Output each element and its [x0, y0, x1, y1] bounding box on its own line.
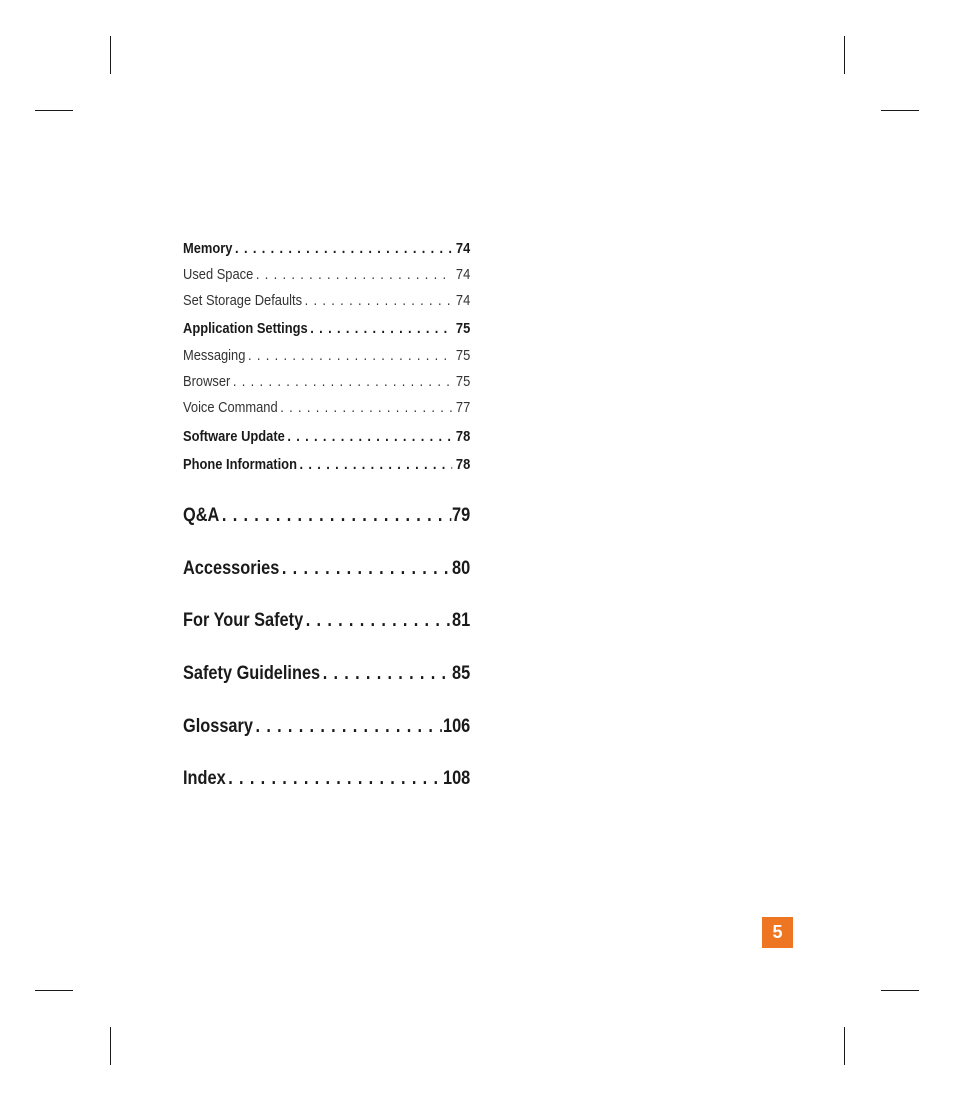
dot-leader	[280, 399, 452, 416]
dot-leader	[235, 240, 452, 257]
toc-entry[interactable]	[183, 505, 470, 527]
dot-leader	[310, 320, 452, 337]
toc-entry-label: Q&A	[183, 505, 220, 526]
crop-mark-bottom-right-horizontal	[881, 990, 919, 991]
crop-mark-top-right-vertical	[844, 36, 845, 74]
toc-entry-label: Memory	[183, 240, 233, 257]
toc-entry-label: Used Space	[183, 266, 254, 283]
toc-entry-label: Browser	[183, 373, 231, 390]
toc-entry[interactable]	[183, 399, 470, 416]
toc-entry[interactable]	[183, 266, 470, 283]
toc-entry[interactable]	[183, 716, 470, 738]
toc-entry-label: Application Settings	[183, 320, 308, 337]
crop-mark-top-left-vertical	[110, 36, 111, 74]
toc-entry-label: Index	[183, 768, 226, 789]
toc-entry[interactable]	[183, 320, 470, 337]
toc-entry-page: 79	[452, 505, 471, 526]
dot-leader	[248, 347, 452, 364]
toc-entry-page: 81	[452, 610, 471, 631]
toc-entry-label: Safety Guidelines	[183, 663, 321, 684]
toc-entry-page: 74	[455, 266, 471, 283]
crop-mark-top-right-horizontal	[881, 110, 919, 111]
crop-mark-bottom-left-vertical	[110, 1027, 111, 1065]
toc-entry-page: 75	[455, 373, 471, 390]
dot-leader	[300, 456, 453, 473]
toc-entry[interactable]	[183, 347, 470, 364]
toc-entry-label: Software Update	[183, 428, 285, 445]
toc-entry-page: 78	[455, 428, 471, 445]
dot-leader	[256, 266, 453, 283]
dot-leader	[228, 768, 442, 790]
dot-leader	[287, 428, 452, 445]
dot-leader	[222, 505, 451, 527]
toc-entry-page: 75	[455, 347, 471, 364]
toc-entry-label: Accessories	[183, 558, 280, 579]
toc-entry-page: 74	[455, 292, 471, 309]
page-number-badge: 5	[762, 917, 793, 948]
toc-entry-label: For Your Safety	[183, 610, 304, 631]
toc-entry-label: Messaging	[183, 347, 246, 364]
dot-leader	[233, 373, 453, 390]
toc-entry[interactable]	[183, 456, 470, 473]
dot-leader	[305, 292, 453, 309]
dot-leader	[256, 716, 443, 738]
toc-entry-label: Phone Information	[183, 456, 297, 473]
dot-leader	[306, 610, 451, 632]
toc-entry-label: Voice Command	[183, 399, 278, 416]
toc-entry-label: Glossary	[183, 716, 253, 737]
dot-leader	[282, 558, 451, 580]
toc-entry[interactable]	[183, 558, 470, 580]
toc-entry[interactable]	[183, 240, 470, 257]
toc-entry[interactable]	[183, 610, 470, 632]
crop-mark-bottom-left-horizontal	[35, 990, 73, 991]
toc-entry-page: 75	[455, 320, 471, 337]
toc-entry[interactable]	[183, 373, 470, 390]
crop-mark-top-left-horizontal	[35, 110, 73, 111]
toc-entry-label: Set Storage Defaults	[183, 292, 303, 309]
toc-entry[interactable]	[183, 292, 470, 309]
toc-entry-page: 74	[455, 240, 471, 257]
dot-leader	[323, 663, 451, 685]
toc-entry-page: 80	[452, 558, 471, 579]
crop-mark-bottom-right-vertical	[844, 1027, 845, 1065]
toc-entry-page: 106	[442, 716, 471, 737]
toc-entry[interactable]	[183, 428, 470, 445]
toc-entry-page: 77	[455, 399, 471, 416]
toc-entry[interactable]	[183, 768, 470, 790]
toc-entry-page: 108	[442, 768, 471, 789]
toc-entry[interactable]	[183, 663, 470, 685]
toc-entry-page: 78	[455, 456, 471, 473]
toc-entry-page: 85	[452, 663, 471, 684]
